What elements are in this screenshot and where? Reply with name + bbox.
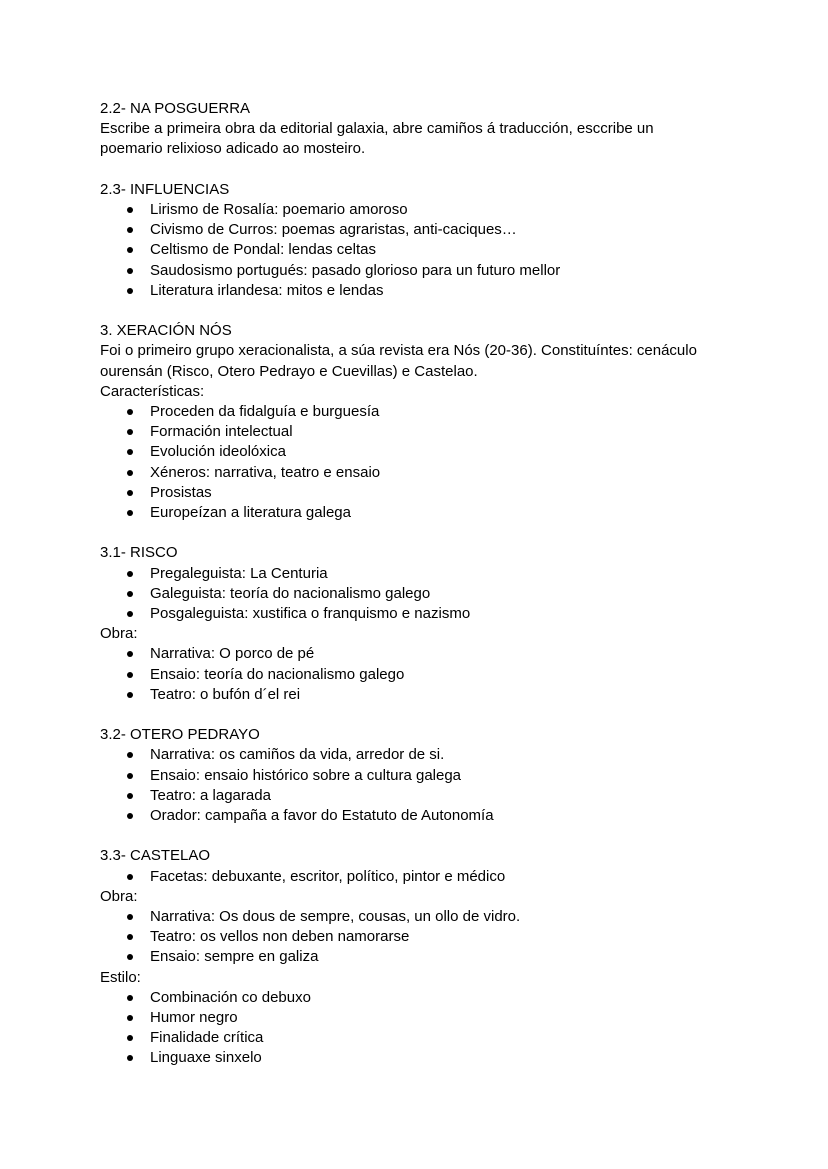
list-item: Facetas: debuxante, escritor, político, pintor e médico bbox=[100, 867, 768, 887]
list-item: Lirismo de Rosalía: poemario amoroso bbox=[100, 200, 768, 220]
list-item: Linguaxe sinxelo bbox=[100, 1048, 768, 1068]
list-item: Posgaleguista: xustifica o franquismo e nazismo bbox=[100, 604, 768, 624]
paragraph-line: Foi o primeiro grupo xeracionalista, a súa revista era Nós (20-36). Constituíntes: cenáculo bbox=[100, 342, 697, 360]
list-item: Orador: campaña a favor do Estatuto de Autonomía bbox=[100, 806, 768, 826]
bullet-list bbox=[100, 644, 768, 705]
list-item: Ensaio: teoría do nacionalismo galego bbox=[100, 665, 768, 685]
list-item: Ensaio: sempre en galiza bbox=[100, 947, 768, 967]
bullet-list bbox=[100, 907, 768, 968]
list-item: Combinación co debuxo bbox=[100, 988, 768, 1008]
list-item: Finalidade crítica bbox=[100, 1028, 768, 1048]
bullet-list bbox=[100, 745, 768, 826]
section-posguerra bbox=[100, 99, 768, 160]
list-item: Pregaleguista: La Centuria bbox=[100, 564, 768, 584]
section-heading: 3. XERACIÓN NÓS bbox=[100, 322, 232, 340]
section-heading: 3.2- OTERO PEDRAYO bbox=[100, 726, 260, 744]
section-castelao bbox=[100, 846, 768, 1068]
section-heading: 2.2- NA POSGUERRA bbox=[100, 100, 251, 117]
list-item: Galeguista: teoría do nacionalismo galego bbox=[100, 584, 768, 604]
list-label: Obra: bbox=[100, 887, 138, 905]
bullet-list bbox=[100, 564, 768, 625]
list-item: Narrativa: Os dous de sempre, cousas, un ollo de vidro. bbox=[100, 907, 768, 927]
list-item: Teatro: a lagarada bbox=[100, 786, 768, 806]
list-item: Proceden da fidalguía e burguesía bbox=[100, 402, 768, 422]
paragraph-line: poemario relixioso adicado ao mosteiro. bbox=[100, 140, 366, 158]
list-label: Características: bbox=[100, 382, 205, 400]
section-heading: 3.3- CASTELAO bbox=[100, 847, 211, 865]
bullet-list bbox=[100, 867, 768, 887]
list-item: Teatro: o bufón d´el rei bbox=[100, 685, 768, 705]
list-item: Xéneros: narrativa, teatro e ensaio bbox=[100, 463, 768, 483]
list-item: Humor negro bbox=[100, 1008, 768, 1028]
section-otero-pedrayo bbox=[100, 725, 768, 826]
list-item: Evolución ideolóxica bbox=[100, 442, 768, 462]
list-item: Narrativa: O porco de pé bbox=[100, 644, 768, 664]
list-item: Saudosismo portugués: pasado glorioso para un futuro mellor bbox=[100, 261, 768, 281]
section-risco bbox=[100, 543, 768, 705]
section-heading: 2.3- INFLUENCIAS bbox=[100, 180, 230, 198]
bullet-list bbox=[100, 988, 768, 1069]
bullet-list bbox=[100, 200, 768, 301]
list-item: Ensaio: ensaio histórico sobre a cultura galega bbox=[100, 766, 768, 786]
list-item: Narrativa: os camiños da vida, arredor de si. bbox=[100, 745, 768, 765]
list-item: Literatura irlandesa: mitos e lendas bbox=[100, 281, 768, 301]
paragraph-line: Escribe a primeira obra da editorial galaxia, abre camiños á traducción, esccribe un bbox=[100, 120, 654, 138]
section-xeracion-nos bbox=[100, 321, 768, 523]
list-item: Teatro: os vellos non deben namorarse bbox=[100, 927, 768, 947]
section-influencias bbox=[100, 180, 768, 301]
section-heading: 3.1- RISCO bbox=[100, 544, 178, 562]
list-item: Celtismo de Pondal: lendas celtas bbox=[100, 240, 768, 260]
list-item: Civismo de Curros: poemas agraristas, anti-caciques… bbox=[100, 220, 768, 240]
list-item: Europeízan a literatura galega bbox=[100, 503, 768, 523]
list-label: Obra: bbox=[100, 625, 138, 643]
list-label: Estilo: bbox=[100, 968, 141, 986]
list-item: Formación intelectual bbox=[100, 422, 768, 442]
paragraph-line: ourensán (Risco, Otero Pedrayo e Cuevillas) e Castelao. bbox=[100, 362, 478, 380]
list-item: Prosistas bbox=[100, 483, 768, 503]
bullet-list bbox=[100, 402, 768, 523]
